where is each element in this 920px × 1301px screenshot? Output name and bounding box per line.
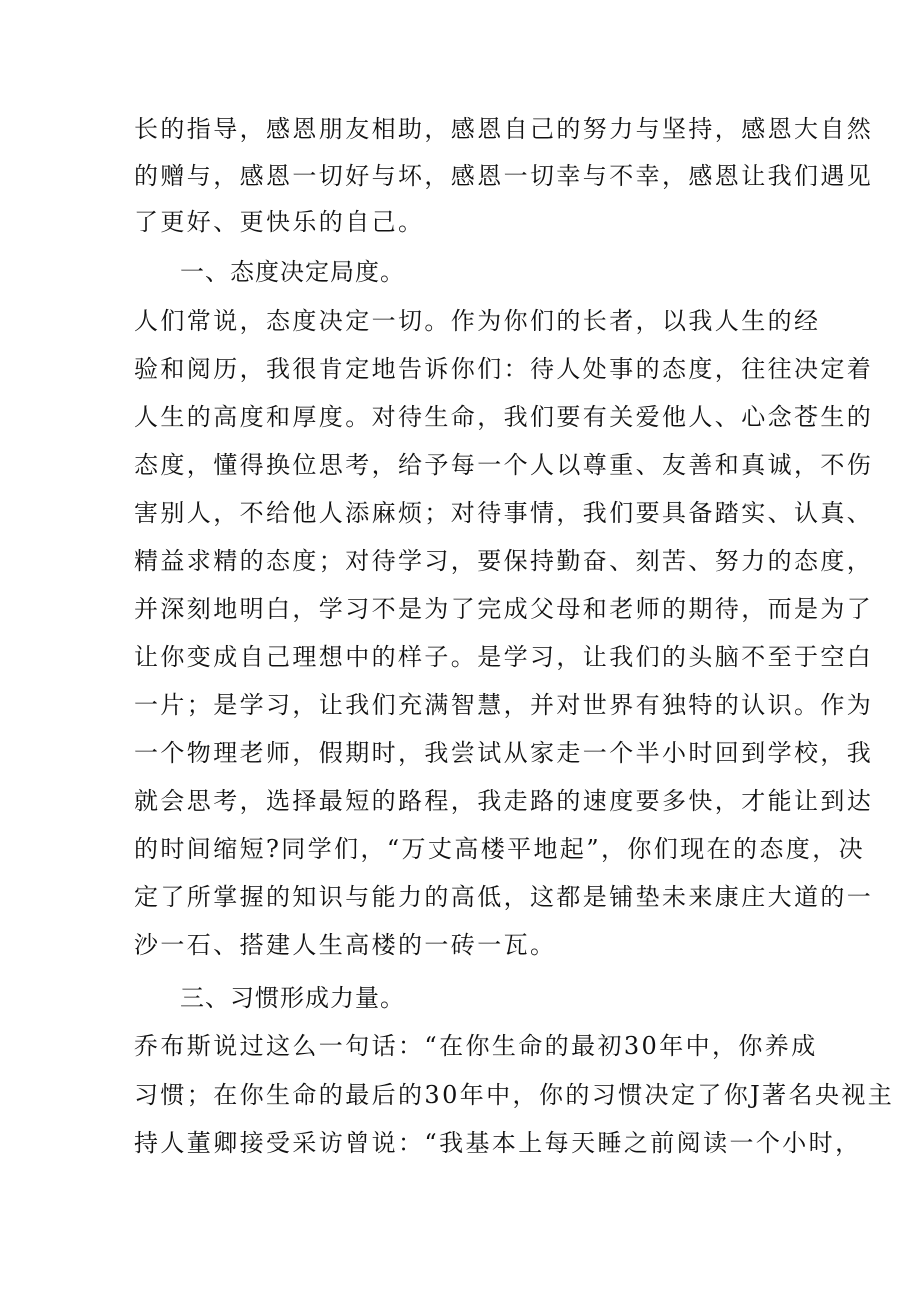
paragraph-line: 验和阅历，我很肯定地告诉你们：待人处事的态度，往往决定着: [134, 355, 874, 383]
section-heading-attitude: 一、态度决定局度。: [180, 258, 405, 286]
paragraph-line: 精益求精的态度；对待学习，要保持勤奋、刻苦、努力的态度，: [134, 547, 874, 575]
paragraph-line: 态度，懂得换位思考，给予每一个人以尊重、友善和真诚，不伤: [134, 451, 874, 479]
section-heading-habits: 三、习惯形成力量。: [180, 984, 405, 1012]
paragraph-line: 的赠与，感恩一切好与坏，感恩一切幸与不幸，感恩让我们遇见: [134, 162, 874, 190]
paragraph-line: 一个物理老师，假期时，我尝试从家走一个半小时回到学校，我: [134, 739, 874, 767]
paragraph-line: 害别人，不给他人添麻烦；对待事情，我们要具备踏实、认真、: [134, 499, 874, 527]
paragraph-line: 了更好、更快乐的自己。: [134, 208, 425, 236]
paragraph-line: 的时间缩短?同学们，“万丈高楼平地起”，你们现在的态度，决: [134, 835, 866, 863]
paragraph-line: 就会思考，选择最短的路程，我走路的速度要多快，才能让到达: [134, 787, 874, 815]
paragraph-line: 乔布斯说过这么一句话：“在你生命的最初30年中，你养成: [134, 1032, 818, 1060]
paragraph-line: 持人董卿接受采访曾说：“我基本上每天睡之前阅读一个小时，: [134, 1129, 862, 1157]
paragraph-line: 并深刻地明白，学习不是为了完成父母和老师的期待，而是为了: [134, 595, 874, 623]
paragraph-line: 长的指导，感恩朋友相助，感恩自己的努力与坚持，感恩大自然: [134, 115, 874, 143]
paragraph-line: 定了所掌握的知识与能力的高低，这都是铺垫未来康庄大道的一: [134, 883, 874, 911]
paragraph-line: 人生的高度和厚度。对待生命，我们要有关爱他人、心念苍生的: [134, 403, 874, 431]
paragraph-line: 习惯；在你生命的最后的30年中，你的习惯决定了你J著名央视主: [134, 1081, 895, 1109]
paragraph-line: 人们常说，态度决定一切。作为你们的长者，以我人生的经: [134, 307, 821, 335]
paragraph-line: 一片；是学习，让我们充满智慧，并对世界有独特的认识。作为: [134, 691, 874, 719]
paragraph-line: 沙一石、搭建人生高楼的一砖一瓦。: [134, 931, 557, 959]
paragraph-line: 让你变成自己理想中的样子。是学习，让我们的头脑不至于空白: [134, 643, 874, 671]
